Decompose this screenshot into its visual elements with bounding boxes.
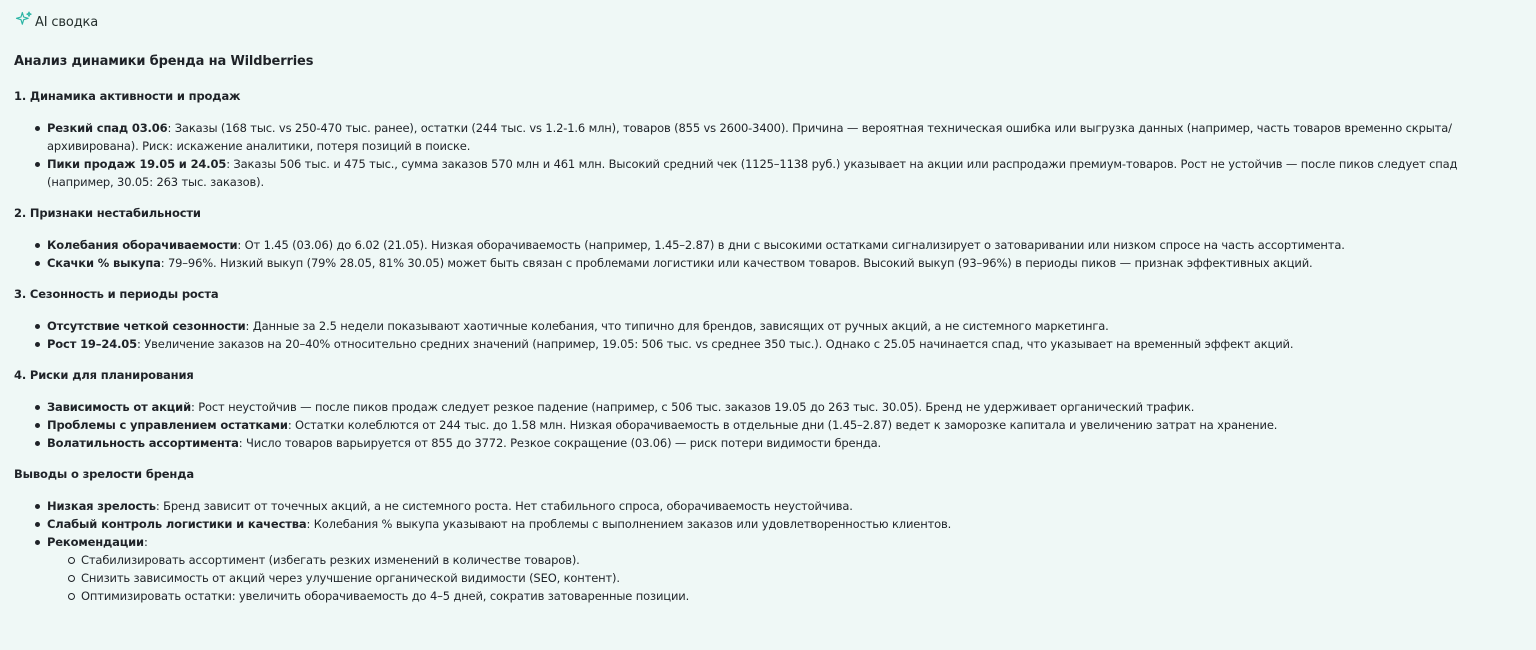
item-title: Волатильность ассортимента [47,436,239,450]
list-item [47,398,1522,416]
item-title: Рекомендации [47,535,144,549]
list-item [47,434,1522,452]
bullet-list [14,497,1522,605]
bullet-list [14,398,1522,452]
recommendation-item: Стабилизировать ассортимент (избегать резких изменений в количестве товаров). [81,551,1522,569]
item-text: : Рост неустойчив — после пиков продаж следует резкое падение (например, с 506 тыс. заказов 19.05 до 263 тыс. 30.05). Бренд не удерживает органический трафик. [190,400,1195,414]
item-title: Проблемы с управлением остатками [47,418,288,432]
item-title: Отсутствие четкой сезонности [47,319,246,333]
section-heading: 1. Динамика активности и продаж [14,89,241,103]
item-text: : Число товаров варьируется от 855 до 3772. Резкое сокращение (03.06) — риск потери видимости бренда. [238,436,882,450]
item-text: : Заказы 506 тыс. и 475 тыс., сумма заказов 570 млн и 461 млн. Высокий средний чек (1125–1138 руб.) указывает на акции или распродажи премиум-товаров. Рост не устойчив — после пиков следует спад (например, 30.05: 263 тыс. заказов). [47,157,1458,189]
list-item [47,515,1522,533]
item-text: : 79–96%. Низкий выкуп (79% 28.05, 81% 30.05) может быть связан с проблемами логистики или качеством товаров. Высокий выкуп (93–96%) в периоды пиков — признак эффективных акций. [160,256,1313,270]
item-title: Низкая зрелость [47,499,156,513]
list-item [47,533,1522,605]
item-text: : Увеличение заказов на 20–40% относительно средних значений (например, 19.05: 506 тыс. vs среднее 350 тыс.). Однако с 25.05 начинается спад, что указывает на временный эффект акций. [137,337,1294,351]
item-text: : Заказы (168 тыс. vs 250-470 тыс. ранее), остатки (244 тыс. vs 1.2-1.6 млн), товаров (855 vs 2600-3400). Причина — вероятная техническая ошибка или выгрузка данных (например, часть товаров временно скрыта/архивирована). Риск: искажение аналитики, потеря позиций в поиске. [47,121,1452,153]
item-text: : Колебания % выкупа указывают на проблемы с выполнением заказов или удовлетворенностью клиентов. [306,517,952,531]
item-title: Колебания оборачиваемости [47,238,238,252]
item-text: : Данные за 2.5 недели показывают хаотичные колебания, что типично для брендов, зависящих от ручных акций, а не системного маркетинга. [245,319,1109,333]
section-heading: 3. Сезонность и периоды роста [14,287,219,301]
item-text: : Остатки колеблются от 244 тыс. до 1.58 млн. Низкая оборачиваемость в отдельные дни (1.45–2.87) ведет к заморозке капитала и увеличению затрат на хранение. [287,418,1278,432]
list-item [47,119,1522,155]
section-heading: Выводы о зрелости бренда [14,467,194,481]
item-title: Пики продаж 19.05 и 24.05 [47,157,227,171]
panel-title: AI сводка [35,15,99,30]
list-item [47,317,1522,335]
bullet-list [14,317,1522,353]
item-text: : От 1.45 (03.06) до 6.02 (21.05). Низкая оборачиваемость (например, 1.45–2.87) в дни с высокими остатками сигнализирует о затоваривании или низком спросе на часть ассортимента. [237,238,1345,252]
list-item [47,416,1522,434]
bullet-list [14,119,1522,191]
list-item [47,236,1522,254]
report-title: Анализ динамики бренда на Wildberries [14,54,314,69]
item-text: : [143,535,148,549]
section-heading: 2. Признаки нестабильности [14,206,201,220]
item-title: Рост 19–24.05 [47,337,137,351]
panel-header [14,8,1522,32]
list-item [47,335,1522,353]
item-text: : Бренд зависит от точечных акций, а не системного роста. Нет стабильного спроса, оборачиваемость неустойчива. [155,499,853,513]
bullet-list [14,236,1522,272]
recommendations-list [47,551,1522,605]
recommendation-item: Оптимизировать остатки: увеличить оборачиваемость до 4–5 дней, сократив затоваренные позиции. [81,587,1522,605]
item-title: Скачки % выкупа [47,256,161,270]
section-heading: 4. Риски для планирования [14,368,194,382]
list-item [47,155,1522,191]
item-title: Зависимость от акций [47,400,191,414]
sparkle-icon [14,10,34,30]
item-title: Слабый контроль логистики и качества [47,517,307,531]
list-item [47,254,1522,272]
item-title: Резкий спад 03.06 [47,121,168,135]
list-item [47,497,1522,515]
recommendation-item: Снизить зависимость от акций через улучшение органической видимости (SEO, контент). [81,569,1522,587]
